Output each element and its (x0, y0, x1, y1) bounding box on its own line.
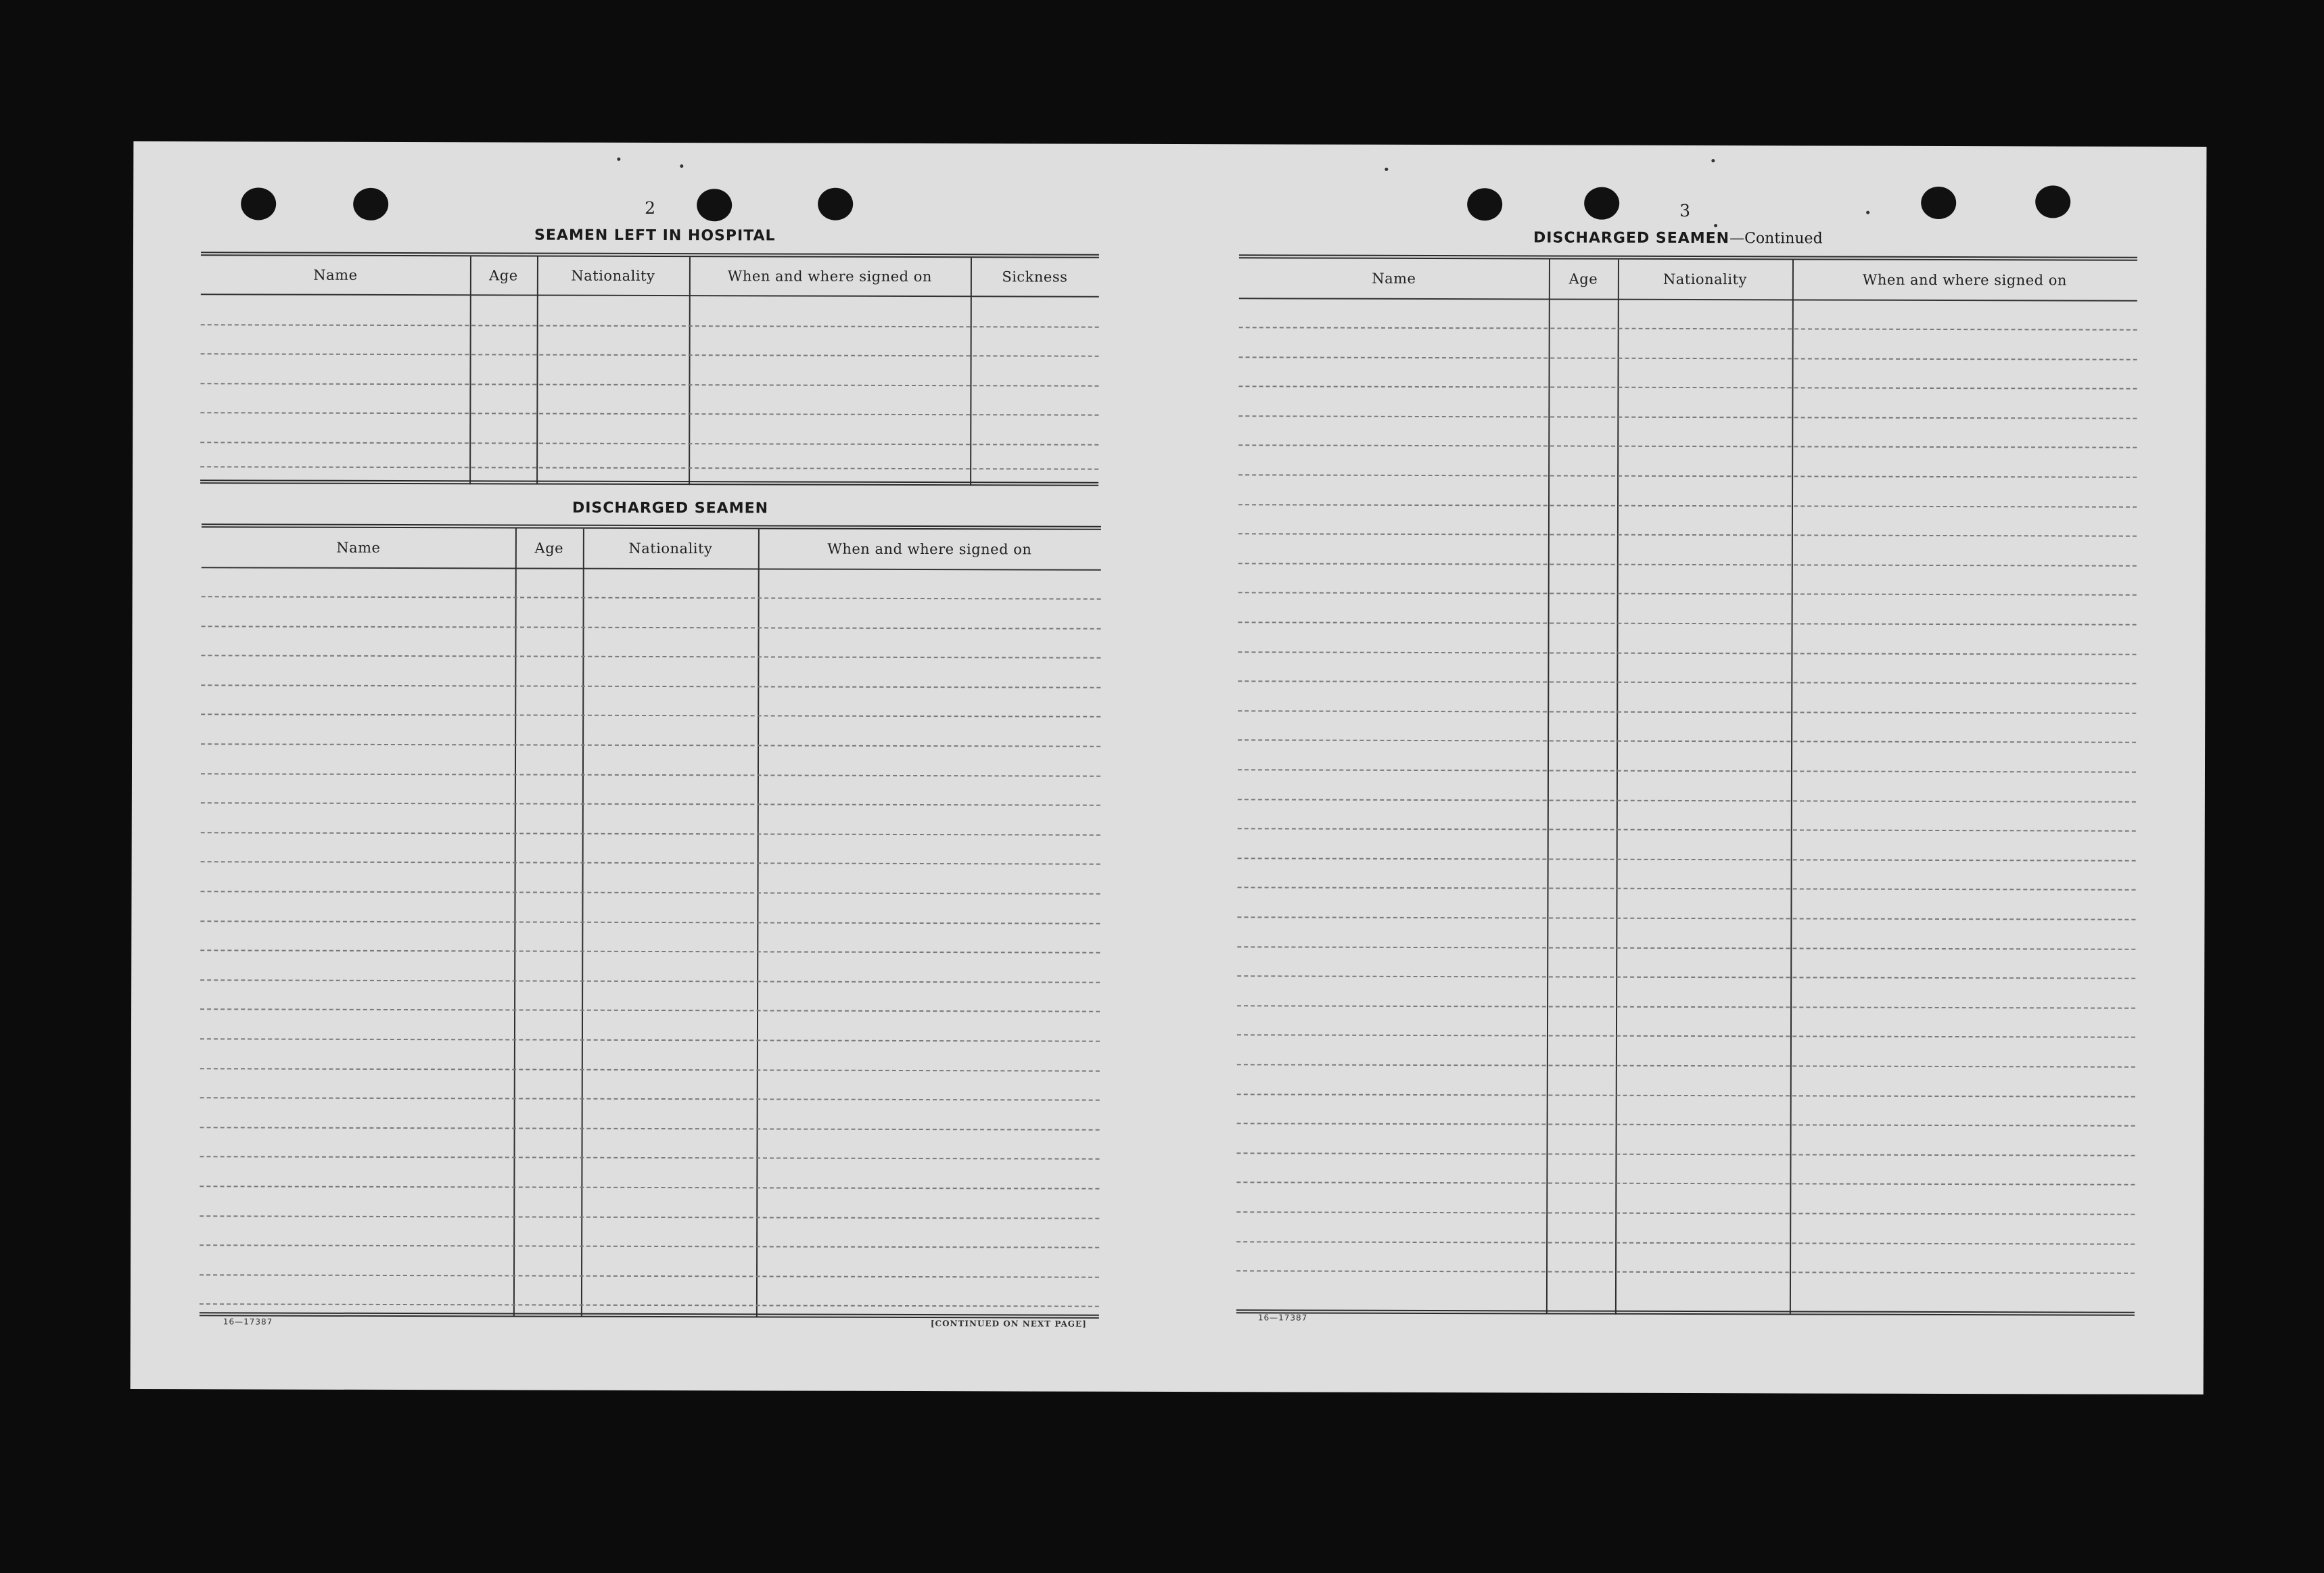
hospital-table (200, 252, 1099, 486)
column-header-nationality: Nationality (628, 540, 713, 557)
table-row-line (200, 1068, 1100, 1071)
table-row-line (1237, 1035, 2135, 1038)
discharged-continued-title (1533, 229, 1823, 247)
column-header-nationality: Nationality (571, 267, 655, 285)
table-row-line (1238, 592, 2137, 596)
table-row-line (1239, 327, 2137, 330)
discharged-continued-table-header (1239, 258, 2137, 301)
table-row-line (1236, 1211, 2135, 1215)
table-row-line (1238, 769, 2136, 772)
title-suffix: —Continued (1729, 230, 1823, 248)
column-divider (469, 256, 471, 484)
table-row-line (200, 1009, 1100, 1012)
table-row-line (1237, 1005, 2135, 1008)
table-row-line (1237, 946, 2135, 949)
discharged-continued-table (1236, 254, 2137, 1315)
table-row-line (201, 714, 1100, 718)
table-row-line (1237, 1123, 2135, 1126)
table-bottom-rule (200, 479, 1098, 486)
table-row-line (1237, 1152, 2135, 1156)
table-row-line (200, 1097, 1100, 1100)
speck (1866, 211, 1869, 214)
column-divider (581, 529, 584, 1317)
speck (680, 164, 683, 168)
punch-hole (818, 188, 853, 220)
table-row-line (1238, 828, 2136, 831)
form-sheet (131, 141, 2207, 1394)
table-row-line (1238, 533, 2137, 536)
punch-hole (697, 189, 732, 221)
column-divider (1790, 260, 1794, 1315)
punch-hole (1584, 187, 1619, 220)
table-row-line (1238, 740, 2136, 743)
table-row-line (1236, 1241, 2135, 1244)
page-number-right: 3 (1679, 200, 1691, 221)
continued-note: [CONTINUED ON NEXT PAGE] (930, 1319, 1087, 1329)
table-row-line (200, 1185, 1099, 1189)
table-row-line (200, 442, 1098, 445)
discharged-section-title: DISCHARGED SEAMEN (572, 499, 769, 517)
table-row-line (202, 596, 1101, 599)
table-row-line (200, 1038, 1100, 1041)
punch-hole (353, 188, 388, 220)
column-header-signed-on: When and where signed on (727, 268, 933, 285)
table-row-line (202, 626, 1101, 629)
table-row-line (1238, 504, 2137, 507)
column-header-age: Age (489, 267, 518, 284)
table-row-line (200, 979, 1100, 983)
column-header-name: Name (313, 266, 358, 283)
form-number-right: 16—17387 (1257, 1313, 1308, 1323)
table-row-line (1238, 710, 2136, 713)
table-row-line (201, 862, 1100, 865)
table-row-line (1237, 1064, 2135, 1067)
table-row-line (201, 802, 1100, 805)
table-row-line (1236, 1270, 2135, 1273)
column-divider (1546, 259, 1550, 1314)
table-row-line (1238, 445, 2137, 448)
hospital-table-header (201, 256, 1099, 297)
table-row-line (1238, 887, 2136, 891)
column-divider (756, 529, 760, 1317)
punch-hole (1467, 188, 1502, 220)
table-row-line (200, 1244, 1099, 1248)
table-row-line (1238, 621, 2137, 625)
table-row-line (1238, 563, 2137, 566)
table-row-line (201, 655, 1100, 658)
table-row-line (1238, 858, 2136, 861)
punch-hole (1921, 187, 1956, 219)
table-row-line (200, 383, 1098, 386)
speck (1714, 224, 1717, 227)
table-row-line (1238, 474, 2137, 477)
table-row-line (1239, 356, 2137, 360)
table-row-line (200, 920, 1100, 924)
table-row-line (201, 684, 1100, 688)
table-row-line (200, 412, 1098, 415)
table-row-line (1237, 975, 2135, 979)
column-header-sickness: Sickness (1002, 268, 1068, 285)
table-row-line (1236, 1182, 2135, 1185)
speck (1711, 159, 1715, 162)
table-row-line (1237, 916, 2135, 920)
table-row-line (200, 1127, 1100, 1130)
column-header-name: Name (1372, 270, 1416, 287)
speck (617, 158, 620, 161)
column-header-age: Age (1568, 271, 1598, 287)
table-row-line (201, 773, 1100, 776)
table-row-line (201, 743, 1100, 747)
table-row-line (200, 1156, 1099, 1160)
table-row-line (1238, 385, 2137, 389)
table-row-line (200, 466, 1098, 469)
table-row-line (1238, 415, 2137, 419)
speck (1385, 168, 1388, 171)
page-number-left: 2 (645, 197, 656, 218)
hospital-section-title: SEAMEN LEFT IN HOSPITAL (534, 227, 776, 245)
column-header-name: Name (336, 539, 381, 556)
discharged-table (200, 523, 1101, 1318)
table-row-line (200, 1304, 1099, 1307)
column-divider (970, 258, 972, 486)
column-divider (689, 257, 691, 485)
table-row-line (201, 353, 1099, 356)
table-row-line (201, 832, 1100, 835)
table-row-line (1237, 1094, 2135, 1097)
discharged-table-header (202, 527, 1101, 570)
table-row-line (201, 891, 1100, 894)
column-divider (513, 528, 517, 1317)
column-divider (536, 257, 538, 485)
form-number-left: 16—17387 (223, 1317, 273, 1327)
table-bottom-rule (1236, 1309, 2135, 1315)
punch-hole (241, 187, 276, 220)
punch-hole (2035, 185, 2070, 218)
column-header-nationality: Nationality (1663, 271, 1747, 288)
table-row-line (1238, 799, 2136, 802)
table-row-line (201, 324, 1099, 327)
table-row-line (1238, 651, 2136, 655)
column-header-age: Age (534, 540, 564, 557)
table-row-line (200, 1274, 1099, 1277)
column-header-signed-on: When and where signed on (827, 540, 1032, 558)
title-main: DISCHARGED SEAMEN (1533, 229, 1730, 248)
column-header-signed-on: When and where signed on (1862, 271, 2068, 289)
table-row-line (1238, 680, 2136, 684)
table-bottom-rule (200, 1312, 1099, 1318)
table-row-line (200, 1215, 1099, 1219)
column-divider (1615, 260, 1619, 1315)
table-row-line (200, 949, 1100, 953)
